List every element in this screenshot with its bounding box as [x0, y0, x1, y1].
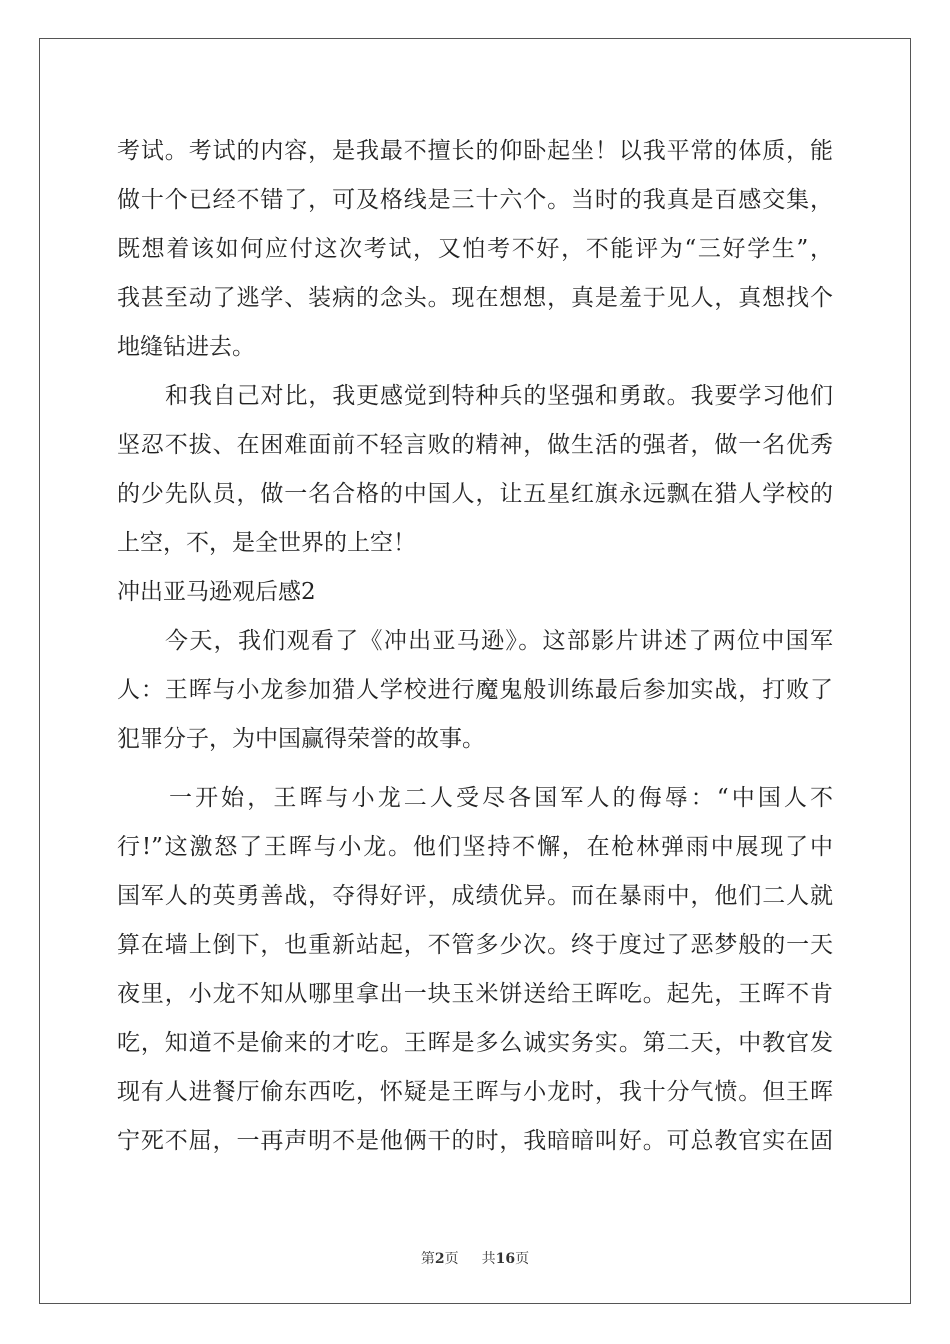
text-line: 地缝钻进去。	[117, 334, 255, 360]
text-line: 宁死不屈，一再声明不是他俩干的时，我暗暗叫好。可总教官实在固	[117, 1128, 833, 1154]
text-line: 现有人进餐厅偷东西吃，怀疑是王晖与小龙时，我十分气愤。但王晖	[117, 1079, 833, 1105]
text-line: 我甚至动了逃学、装病的念头。现在想想，真是羞于见人，真想找个	[117, 285, 833, 311]
text-line: 做十个已经不错了，可及格线是三十六个。当时的我真是百感交集，	[117, 187, 833, 213]
text-line: 今天，我们观看了《冲出亚马逊》。这部影片讲述了两位中国军	[165, 628, 833, 654]
text-line: 人：王晖与小龙参加猎人学校进行魔鬼般训练最后参加实战，打败了	[117, 677, 833, 703]
text-line: 一开始，王晖与小龙二人受尽各国军人的侮辱：“中国人不	[169, 785, 833, 811]
current-page: 2	[434, 1251, 445, 1267]
text-line: 的少先队员，做一名合格的中国人，让五星红旗永远飘在猎人学校的	[117, 481, 833, 507]
page-total	[482, 1251, 529, 1267]
text-line: 犯罪分子，为中国赢得荣誉的故事。	[117, 726, 485, 752]
text-line: 坚忍不拔、在困难面前不轻言败的精神，做生活的强者，做一名优秀	[117, 432, 833, 458]
text-line: 算在墙上倒下，也重新站起，不管多少次。终于度过了恶梦般的一天	[117, 932, 833, 958]
text-line: 行!”这激怒了王晖与小龙。他们坚持不懈，在枪林弹雨中展现了中	[117, 834, 833, 860]
paragraph	[117, 617, 833, 764]
text-line: 国军人的英勇善战，夺得好评，成绩优异。而在暴雨中，他们二人就	[117, 883, 833, 909]
section-heading: 冲出亚马逊观后感2	[117, 579, 316, 605]
page-suffix: 页	[444, 1251, 459, 1267]
total-prefix: 共	[481, 1251, 496, 1267]
paragraph	[117, 127, 833, 372]
page-footer	[0, 1248, 950, 1268]
total-suffix: 页	[515, 1251, 530, 1267]
total-pages: 16	[495, 1251, 516, 1267]
text-line: 吃，知道不是偷来的才吃。王晖是多么诚实务实。第二天，中教官发	[117, 1030, 833, 1056]
page-number	[421, 1251, 463, 1267]
text-line: 夜里，小龙不知从哪里拿出一块玉米饼送给王晖吃。起先，王晖不肯	[117, 981, 833, 1007]
paragraph	[117, 774, 833, 1166]
document-body	[117, 127, 833, 1166]
text-line: 和我自己对比，我更感觉到特种兵的坚强和勇敢。我要学习他们	[165, 383, 833, 409]
paragraph	[117, 372, 833, 568]
text-line: 既想着该如何应付这次考试，又怕考不好，不能评为“三好学生”，	[117, 236, 833, 262]
text-line: 考试。考试的内容，是我最不擅长的仰卧起坐！以我平常的体质，能	[117, 138, 833, 164]
text-line: 上空，不，是全世界的上空！	[117, 530, 416, 556]
page-prefix: 第	[420, 1251, 435, 1267]
